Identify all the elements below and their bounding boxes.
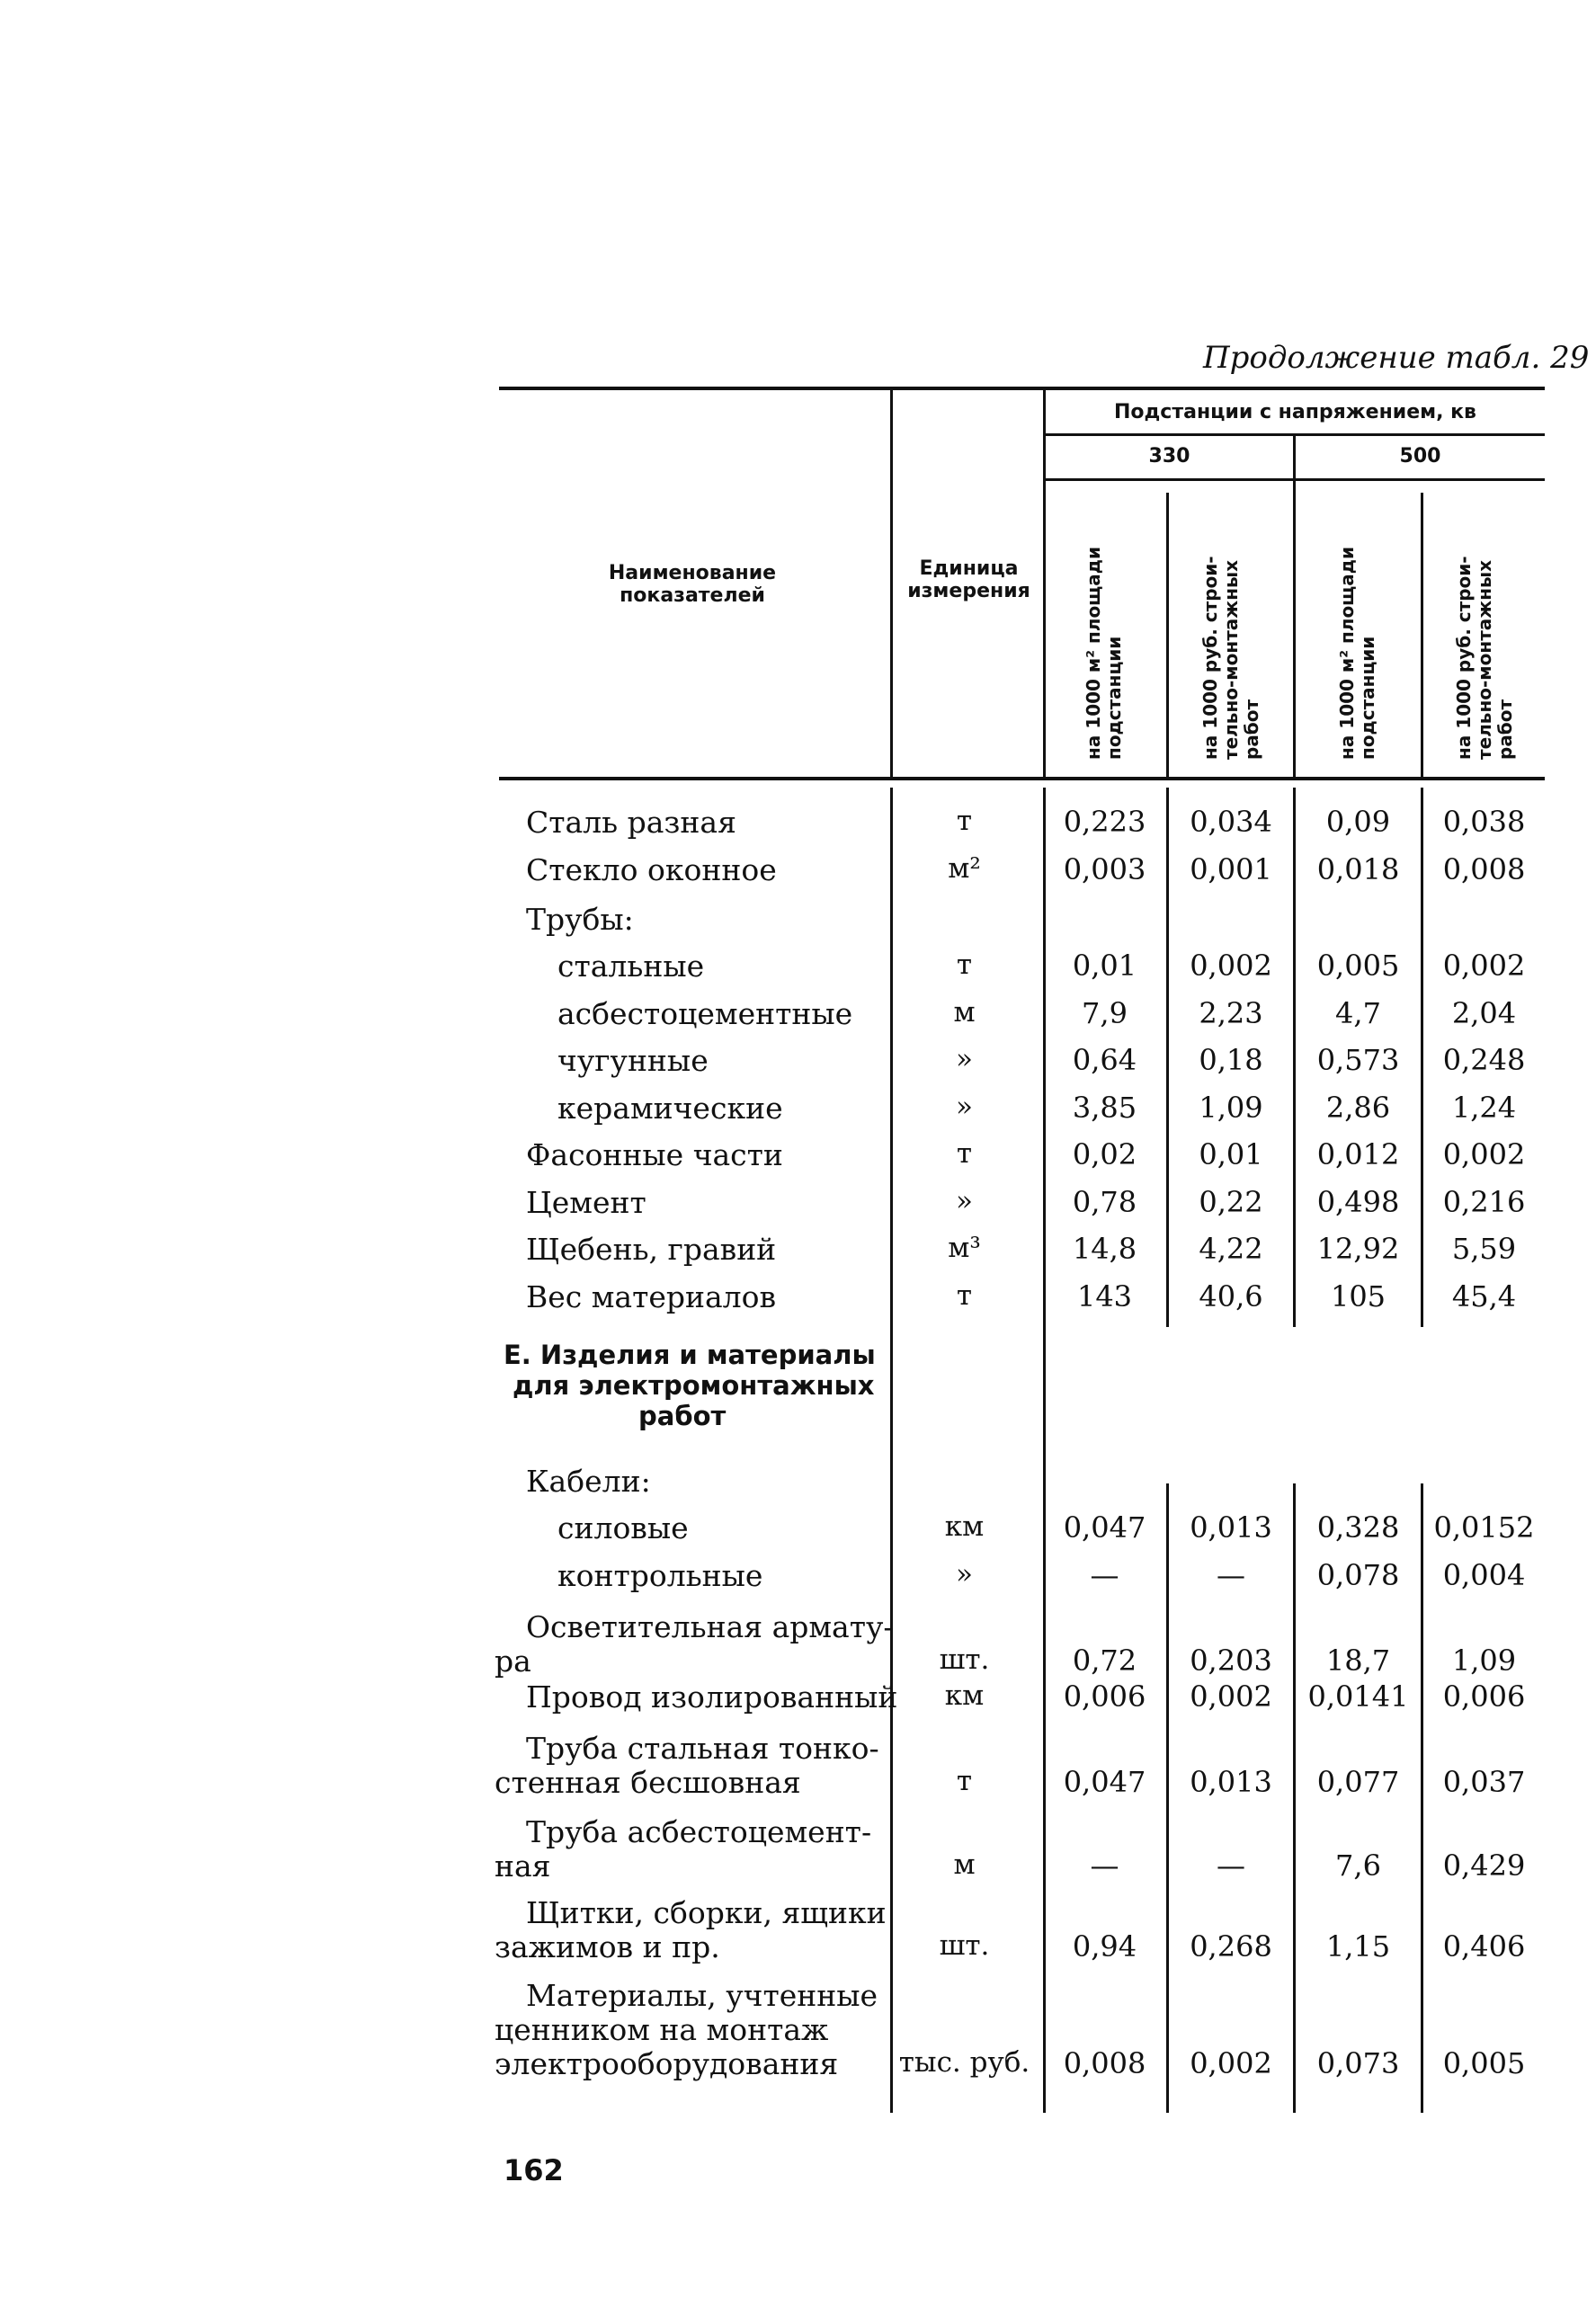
row-label: Цемент (526, 1185, 646, 1220)
row-value: 0,047 (1063, 1510, 1146, 1545)
row-unit: т (956, 1765, 973, 1797)
row-value: 0,038 (1442, 805, 1526, 839)
row-value: 0,002 (1190, 949, 1272, 983)
row-value: 0,18 (1199, 1043, 1263, 1077)
row-label: Щитки, сборки, ящики (526, 1895, 887, 1930)
row-label: Кабели: (526, 1464, 651, 1499)
row-value: 0,01 (1072, 949, 1137, 983)
table-caption: Продолжение табл. 29 (1203, 340, 1590, 376)
header-group: Подстанции с напряжением, кв (1114, 401, 1476, 423)
row-value: 2,04 (1451, 996, 1517, 1030)
row-value: 0,0141 (1307, 1679, 1409, 1714)
table-top-rule (499, 387, 1545, 390)
row-value: 1,24 (1451, 1091, 1517, 1125)
row-label: асбестоцементные (557, 996, 853, 1031)
row-value: 1,09 (1199, 1091, 1263, 1125)
header-unit: Единица измерения (907, 557, 1030, 602)
row-value: 5,59 (1451, 1232, 1517, 1266)
row-unit: т (956, 1279, 973, 1312)
row-unit: т (956, 805, 973, 837)
row-value: 0,328 (1316, 1510, 1400, 1545)
row-value: 0,01 (1199, 1137, 1263, 1171)
row-value: 45,4 (1451, 1279, 1517, 1314)
row-label: керамические (557, 1091, 783, 1126)
row-value: 0,001 (1190, 852, 1272, 886)
header-voltage-500: 500 (1399, 445, 1441, 468)
row-value: 0,018 (1316, 852, 1400, 886)
row-value: 0,02 (1072, 1137, 1137, 1171)
row-value: 0,013 (1190, 1765, 1272, 1799)
row-label: Стекло оконное (526, 852, 777, 887)
row-value: — (1217, 1558, 1245, 1592)
section-e-title: Е. Изделия и материалы для электромонтажных работ (504, 1340, 876, 1431)
row-unit: » (956, 1185, 973, 1217)
row-value: 0,012 (1316, 1137, 1400, 1171)
row-label: чугунные (557, 1043, 709, 1078)
row-label-continued: электрооборудования (495, 2046, 839, 2081)
row-unit: шт. (939, 1643, 990, 1676)
row-value: 0,002 (1190, 1679, 1272, 1714)
row-label: Трубы: (526, 902, 634, 937)
row-value: 4,22 (1199, 1232, 1263, 1266)
row-value: 0,003 (1063, 852, 1146, 886)
row-value: 0,004 (1442, 1558, 1526, 1592)
row-unit: » (956, 1091, 973, 1123)
row-label-continued: ная (495, 1848, 551, 1884)
row-value: 0,203 (1190, 1643, 1272, 1678)
row-unit: км (944, 1510, 985, 1543)
row-label: Труба асбестоцемент- (526, 1814, 872, 1849)
row-value: 0,002 (1190, 2046, 1272, 2080)
row-value: 0,006 (1063, 1679, 1146, 1714)
row-value: 1,09 (1451, 1643, 1517, 1678)
header-sub-500-cost: на 1000 руб. строи- тельно-монтажных работ (1453, 556, 1516, 760)
row-value: 4,7 (1335, 996, 1381, 1030)
row-value: 0,005 (1316, 949, 1400, 983)
header-voltage-330: 330 (1148, 445, 1190, 468)
row-value: 2,23 (1199, 996, 1263, 1030)
row-value: 0,008 (1063, 2046, 1146, 2080)
col-rule-500 (1293, 436, 1296, 777)
row-value: 0,268 (1190, 1929, 1272, 1964)
header-sub-330-area: на 1000 м² площади подстанции (1083, 547, 1125, 760)
row-unit: » (956, 1043, 973, 1075)
body-rule-330 (1043, 788, 1046, 2113)
row-value: 3,85 (1072, 1091, 1137, 1125)
row-value: 0,002 (1442, 1137, 1526, 1171)
row-value: 0,047 (1063, 1765, 1146, 1799)
row-value: 0,0152 (1433, 1510, 1535, 1545)
row-value: 0,573 (1316, 1043, 1400, 1077)
row-unit: м³ (948, 1232, 981, 1264)
row-value: 0,006 (1442, 1679, 1526, 1714)
row-label: стальные (557, 949, 705, 984)
row-unit: » (956, 1558, 973, 1590)
row-value: 2,86 (1325, 1091, 1391, 1125)
row-value: 0,22 (1199, 1185, 1263, 1219)
row-label: Осветительная армату- (526, 1609, 894, 1644)
row-label-continued: стенная бесшовная (495, 1765, 801, 1800)
row-value: 7,6 (1335, 1848, 1381, 1883)
col-rule-330b (1166, 493, 1169, 777)
row-value: 0,498 (1316, 1185, 1400, 1219)
row-unit: тыс. руб. (898, 2046, 1030, 2079)
row-unit: м² (948, 852, 981, 885)
row-value: 0,223 (1063, 805, 1146, 839)
row-label: контрольные (557, 1558, 763, 1593)
row-unit: км (944, 1679, 985, 1712)
row-value: 12,92 (1316, 1232, 1400, 1266)
body-rule-unit (890, 788, 893, 2113)
row-value: 0,78 (1072, 1185, 1137, 1219)
row-value: — (1217, 1848, 1245, 1883)
row-value: 18,7 (1325, 1643, 1391, 1678)
row-label-continued: зажимов и пр. (495, 1929, 720, 1964)
row-value: 1,15 (1325, 1929, 1391, 1964)
row-label-continued: ценником на монтаж (495, 2012, 829, 2047)
header-sub-330-cost: на 1000 руб. строи- тельно-монтажных работ (1199, 556, 1262, 760)
row-value: 0,406 (1442, 1929, 1526, 1964)
row-label: Труба стальная тонко- (526, 1731, 879, 1766)
row-value: 0,429 (1442, 1848, 1526, 1883)
header-sub-500-area: на 1000 м² площади подстанции (1336, 547, 1378, 760)
row-value: 0,077 (1316, 1765, 1400, 1799)
row-value: 0,005 (1442, 2046, 1526, 2080)
row-value: — (1090, 1558, 1119, 1592)
row-label: Щебень, гравий (526, 1232, 777, 1267)
row-unit: т (956, 1137, 973, 1170)
row-value: 0,078 (1316, 1558, 1400, 1592)
row-label: Вес материалов (526, 1279, 777, 1314)
header-name: Наименование показателей (608, 562, 777, 607)
row-value: 143 (1076, 1279, 1133, 1314)
row-value: 0,002 (1442, 949, 1526, 983)
row-value: 0,037 (1442, 1765, 1526, 1799)
row-value: 0,013 (1190, 1510, 1272, 1545)
col-rule-500b (1421, 493, 1423, 777)
row-unit: т (956, 949, 973, 981)
row-value: 0,008 (1442, 852, 1526, 886)
row-unit: шт. (939, 1929, 990, 1962)
row-value: 0,216 (1442, 1185, 1526, 1219)
row-value: 105 (1330, 1279, 1386, 1314)
row-value: 14,8 (1072, 1232, 1137, 1266)
row-unit: м (953, 996, 976, 1029)
row-label-continued: ра (495, 1643, 531, 1679)
row-label: силовые (557, 1510, 689, 1545)
row-value: 0,72 (1072, 1643, 1137, 1678)
row-unit: м (953, 1848, 976, 1881)
row-value: 0,94 (1072, 1929, 1137, 1964)
header-bottom-rule (499, 777, 1545, 780)
row-value: 0,64 (1072, 1043, 1137, 1077)
row-value: 40,6 (1199, 1279, 1263, 1314)
row-label: Сталь разная (526, 805, 736, 840)
row-value: 0,248 (1442, 1043, 1526, 1077)
row-value: 0,09 (1325, 805, 1391, 839)
row-label: Провод изолированный (526, 1679, 898, 1715)
row-value: 0,073 (1316, 2046, 1400, 2080)
row-value: — (1090, 1848, 1119, 1883)
row-value: 7,9 (1082, 996, 1128, 1030)
page-number: 162 (504, 2153, 564, 2187)
col-rule-unit (890, 390, 893, 777)
row-label: Материалы, учтенные (526, 1978, 878, 2013)
row-value: 0,034 (1190, 805, 1272, 839)
row-label: Фасонные части (526, 1137, 783, 1172)
